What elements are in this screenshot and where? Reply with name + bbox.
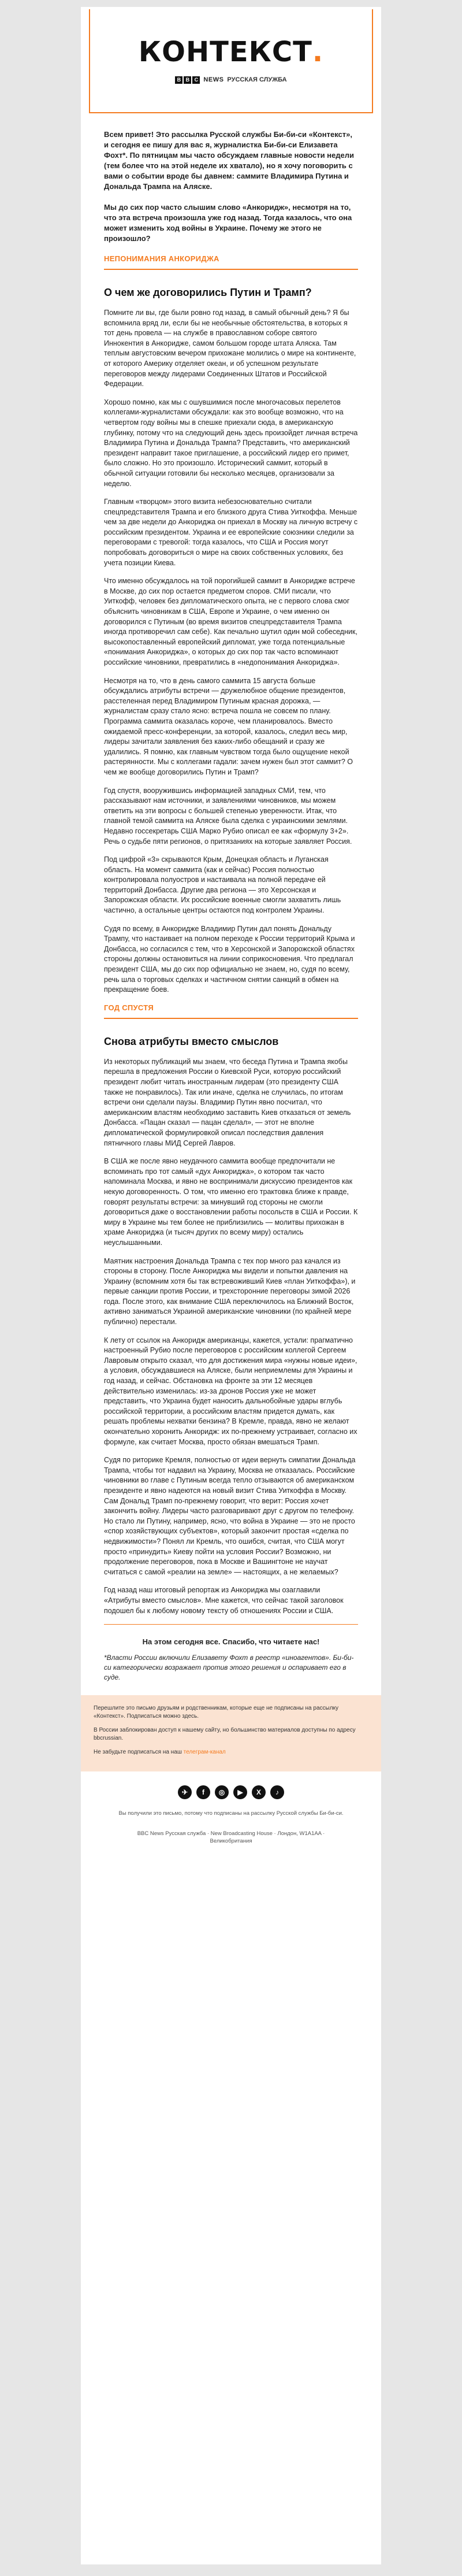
section-headline-2: Снова атрибуты вместо смыслов — [104, 1035, 279, 1047]
paragraph: Маятник настроения Дональда Трампа с тех пор много раз качался из стороны в сторону. После Анкориджа мы видели и попытки давления на Украину (вспомним хотя бы так встревоживший Киев «план Уиткоффа»), и первые санкции против России, и трехсторонние переговоры зимой 2026 года. После этого, как внимание США переключилось на Ближний Восток, активно заниматься Украиной американские чиновники (по крайней мере публично) перестали. — [104, 1257, 356, 1326]
legal-text: Вы получили это письмо, потому что подписаны на рассылку Русской службы Би-би-си. — [118, 1810, 344, 1817]
section-body-1 — [104, 308, 358, 995]
footnote: *Власти России включили Елизавету Фохт в реестр «иноагентов». Би-би-си категорически возражает против этого решения и оспаривает его в суде. — [104, 1654, 354, 1682]
paragraph: В США же после явно неудачного саммита вообще предпочитали не вспоминать про тот самый «дух Анкориджа», о котором так часто напоминала Москва, и явно не воспринимали дискуссию президентов как некую договоренность. О том, что именно его трактовка ближе к правде, говорят результаты встречи: за минувший год стороны не смогли договориться даже о восстановлении работы посольств в США и России. К миру в Украине мы тем более не приблизились — молитвы прихожан в храме Анкориджа (и тысяч других по всему миру) остались неуслышанными. — [104, 1157, 358, 1247]
intro-paragraph-2: Мы до сих пор часто слышим слово «Анкоридж», несмотря на то, что эта встреча произошла уже год назад. Тогда казалось, что она может изменить ход войны в Украине. Почему же этого не произошло? — [104, 203, 352, 243]
bbc-letter-b1: B — [175, 76, 182, 84]
intro — [104, 129, 358, 244]
closing-divider — [104, 1624, 358, 1625]
content — [81, 129, 381, 1682]
paragraph: Судя по всему, в Анкоридже Владимир Путин дал понять Дональду Трампу, что настаивает на полном переходе к России территорий Крыма и Донбасса, но согласился с тем, что в Херсонской и Запорожской областях стороны должны остановиться на линии соприкосновения. Что предлагал президент США, мы до сих пор официально не знаем, но, судя по всему, речь шла о торговых сделках и частичном снятии санкций в обмен на прекращение боев. — [104, 924, 355, 994]
bbc-letter-b2: B — [184, 76, 191, 84]
paragraph: Что именно обсуждалось на той порогийшей саммит в Анкоридже встрече в Москве, до сих пор остается предметом споров. СМИ писали, что Уиткофф, человек без дипломатического опыта, не с первого слова смог объяснить чиновникам в США, Европе и Украине, о чем именно он договорился с Путиным (во время визитов спецпредставителя Трампа иногда противоречил сам себе). Как печально шутил один мой собеседник, высокопоставленный европейский дипломат, уже тогда потенциальные «понимания Анкориджа», о которых до сих пор так часто вспоминают российские чиновники, превратились в «недопонимания Анкориджа». — [104, 577, 357, 666]
youtube-icon[interactable]: ▶ — [233, 1785, 247, 1799]
paragraph: Из некоторых публикаций мы знаем, что беседа Путина и Трампа якобы перешла в предложения России о Киевской Руси, которую российский президент любит читать иностранным лидерам (это президенту США также не понравилось). Так или иначе, сделка не случилась, по итогам встречи они сделали паузы. Владимир Путин явно посчитал, что американским властям необходимо заставить Киев отказаться от земель Донбасса. «Пацан сказал — пацан сделал», — этот не вполне дипломатической формулировкой описал последствия давления пятничного главы МИД Сергей Лавров. — [104, 1057, 351, 1147]
intro-paragraph-1: Всем привет! Это рассылка Русской службы Би-би-си «Контекст», и сегодня ее пишу для вас я, журналистка Би-би-си Елизавета Фохт*. По пятницам мы часто обсуждаем главные новости недели (тем более что на этой неделе их хватало), но я хочу поговорить с вами о событии вроде бы давнем: саммите Владимира Путина и Дональда Трампа на Аляске. — [104, 130, 354, 191]
masthead — [89, 9, 373, 113]
instagram-icon[interactable]: ◎ — [215, 1785, 229, 1799]
paragraph: Под цифрой «3» скрываются Крым, Донецкая область и Луганская область. На момент саммита (как и сейчас) Россия полностью контролировала полуостров и настаивала на полной передаче ей территорий Донбасса. Другие два региона — это Херсонская и Запорожская области. Их российские военные смогли захватить лишь частично, а остальные центры остаются под контролем Украины. — [104, 855, 341, 915]
vpn-text[interactable]: В России заблокирован доступ к нашему сайту, но большинство материалов доступны по адресу bbcrussian. — [94, 1727, 356, 1742]
bbc-blocks-icon — [175, 76, 200, 84]
bbc-service-label: РУССКАЯ СЛУЖБА — [227, 76, 287, 83]
logo-dot: . — [312, 35, 324, 68]
x-icon[interactable]: X — [252, 1785, 266, 1799]
tiktok-icon[interactable]: ♪ — [270, 1785, 284, 1799]
paragraph: Хорошо помню, как мы с ошувшимися после многочасовых перелетов коллегами-журналистами обсуждали: как это вообще возможно, что на четвертом году войны мы в спешке приехали сюда, в американскую глубинку, потому что на следующий день здесь произойдет личная встреча Владимира Путина и Дональда Трампа? Представить, что американский президент направит такое приглашение, а российский лидер его примет, было сложно. Но это произошло. Исторический саммит, который в обычной ситуации готовили бы несколько месяцев, организовали за неделю. — [104, 398, 358, 488]
logo[interactable] — [138, 35, 324, 68]
paragraph: К лету от ссылок на Анкоридж американцы, кажется, устали: прагматично настроенный Рубио после переговоров с российским коллегой Сергеем Лавровым открыто сказал, что для достижения мира «нужны новые идеи», а условия, обсуждавшиеся на Аляске, были неприемлемы для Украины и год назад, и сейчас. Обстановка на фронте за эти 12 месяцев действительно изменилась: из-за дронов Россия уже не может представить, что Украина будет наносить дальнобойные удары вглубь российской территории, а российским властям придется думать, как решать проблемы нехватки бензина? В Кремле, правда, явно не желают окончательно хоронить Анкоридж: их по-прежнему устраивает, согласно их формуле, как считает Москва, просто обязан вмешаться Трамп. — [104, 1336, 357, 1446]
paragraph: Год назад наш итоговый репортаж из Анкориджа мы озаглавили «Атрибуты вместо смыслов». Мне кажется, что сейчас такой заголовок подошел бы к любому новому тексту об отношениях России и США. — [104, 1586, 344, 1615]
telegram-line — [94, 1748, 368, 1756]
paragraph: Главным «творцом» этого визита небезосновательно считали спецпредставителя Трампа и его близкого друга Стива Уиткоффа. Меньше чем за две недели до Анкориджа он приехал в Москву на личную встречу с российским президентом. Украина и ее европейские союзники следили за переговорами с тревогой: тогда казалось, что США и Россия могут попробовать договориться о мире на своих собственных условиях, без учета позиции Киева. — [104, 498, 358, 567]
bbc-news-label: NEWS — [203, 76, 224, 83]
share-text[interactable]: Перешлите это письмо друзьям и родственникам, которые еще не подписаны на рассылку «Контекст». Подписаться можно здесь. — [94, 1705, 339, 1720]
paragraph: Год спустя, вооружившись информацией западных СМИ, тем, что рассказывают нам источники, и заявлениями чиновников, мы можем ответить на эти вопросы с большей степенью уверенности. Итак, что главной темой саммита на Аляске была сделка с украинскими землями. Недавно госсекретарь США Марко Рубио описал ее как «формулу 3+2». Речь о судьбе пяти регионов, о притязаниях на которые заявляет Россия. — [104, 786, 352, 846]
paragraph: Судя по риторике Кремля, полностью от идеи вернуть симпатии Дональда Трампа, чтобы тот надавил на Украину, Москва не отказалась. Российские чиновники во главе с Путиным всегда тепло отзываются об американском президенте и явно надеются на новый визит Стива Уиткоффа в Москву. Сам Дональд Трамп по-прежнему говорит, что верит: Россия хочет закончить войну. Лидеры часто разговаривают друг с другом по телефону. Но стало ли Путину, например, ясно, что война в Украине — это не просто «спор хозяйствующих субъектов», который закончит простая «сделка по недвижимости»? Понял ли Кремль, что ошибся, считая, что США могут просто «принудить» Киеву пойти на условия России? Возможно, ни продолжение переговоров, пока в Москве и Вашингтоне не научат считаться с самой «реалии на земле» — настоящих, а не желаемых? — [104, 1456, 356, 1576]
bbc-brand — [175, 76, 286, 84]
section-headline-1: О чем же договорились Путин и Трамп? — [104, 287, 312, 298]
section-divider-1 — [104, 269, 358, 270]
bbc-letter-c: C — [192, 76, 200, 84]
telegram-link[interactable]: телеграм-канал — [183, 1749, 226, 1756]
section-tag-2[interactable]: ГОД СПУСТЯ — [104, 1003, 154, 1012]
logo-text: КОНТЕКСТ — [138, 35, 312, 68]
telegram-prefix: Не забудьте подписаться на наш — [94, 1749, 182, 1756]
section-divider-2 — [104, 1018, 358, 1019]
signoff: На этом сегодня все. Спасибо, что читаете нас! — [142, 1637, 320, 1647]
section-body-2 — [104, 1057, 358, 1616]
paragraph: Помните ли вы, где были ровно год назад, в самый обычный день? Я бы вспомнила вряд ли, если бы не необычные обстоятельства, в которых я тот день провела — на службе в православном соборе святого Иннокентия в Анкоридже, самом большом городе штата Аляска. Там теплым августовским вечером прихожане молились о мире на континенте, от которого Америку отделяет океан, и об успешном результате переговоров между лидерами Соединенных Штатов и Российской Федерации. — [104, 309, 356, 388]
social-icons — [81, 1785, 381, 1799]
paragraph: Несмотря на то, что в день самого саммита 15 августа больше обсуждались атрибуты встречи — дружелюбное общение президентов, расстеленная перед Владимиром Путиным красная дорожка, — журналистам сразу стало ясно: встреча пошла не совсем по плану. Программа саммита оказалась короче, чем планировалось. Вместо ожидаемой пресс-конференции, за которой, казалось, следил весь мир, лидеры зачитали заявления без каких-либо обещаний и сразу же удалились. Я помню, как главным чувством тогда было ощущение некой растерянности. Мы с коллегами гадали: зачем нужен был этот саммит? О чем же вообще договорились Путин и Трамп? — [104, 676, 353, 776]
footer-box — [81, 1695, 381, 1771]
facebook-icon[interactable]: f — [196, 1785, 210, 1799]
address-text: BBC News Русская служба · New Broadcasting House · Лондон, W1A1AA · Великобритания — [137, 1830, 325, 1845]
newsletter-sheet — [81, 7, 381, 2564]
telegram-icon[interactable]: ✈ — [178, 1785, 192, 1799]
section-tag-1[interactable]: НЕПОНИМАНИЯ АНКОРИДЖА — [104, 254, 219, 263]
